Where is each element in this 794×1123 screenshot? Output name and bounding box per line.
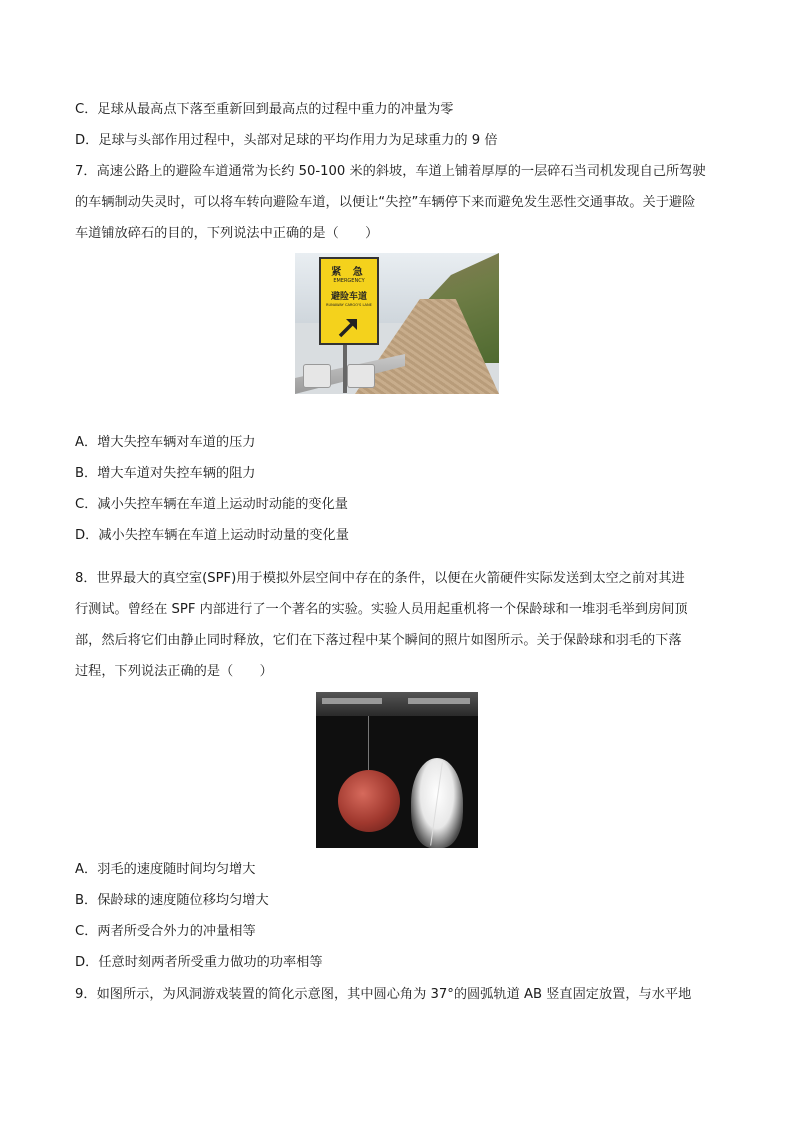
q7-option-c: C．减小失控车辆在车道上运动时动能的变化量: [75, 497, 348, 512]
q8-option-a: A．羽毛的速度随时间均匀增大: [75, 862, 256, 877]
q8-stem-line-3: 部，然后将它们由静止同时释放，它们在下落过程中某个瞬间的照片如图所示。关于保龄球和羽毛的下落: [75, 633, 682, 648]
sign-text-lane: 避险车道: [330, 292, 367, 302]
q7-stem-line-2: 的车辆制动失灵时，可以将车转向避险车道，以便让“失控”车辆停下来而避免发生恶性交通事故。关于避险: [75, 195, 696, 210]
q8-option-d: D．任意时刻两者所受重力做功的功率相等: [75, 955, 323, 970]
q7-option-a: A．增大失控车辆对车道的压力: [75, 435, 256, 450]
q9-stem-line-1: 9．如图所示，为风洞游戏装置的简化示意图，其中圆心角为 37°的圆弧轨道 AB 竖直固定放置，与水平地: [75, 987, 692, 1002]
q8-option-c: C．两者所受合外力的冲量相等: [75, 924, 256, 939]
sign-text-english: RUNAWAY CARGO'S LANE: [326, 303, 372, 307]
vacuum-chamber-photo: [316, 692, 478, 848]
emergency-lane-photo: [295, 253, 499, 394]
arrow-up-right-icon: [335, 313, 363, 341]
rig-bar: [408, 698, 470, 704]
q6-option-d: D．足球与头部作用过程中，头部对足球的平均作用力为足球重力的 9 倍: [75, 133, 498, 148]
photo-crane-rig: [316, 692, 478, 716]
rig-bar: [322, 698, 382, 704]
photo-barrel: [303, 364, 331, 388]
q8-option-b: B．保龄球的速度随位移均匀增大: [75, 893, 269, 908]
q7-option-b: B．增大车道对失控车辆的阻力: [75, 466, 256, 481]
q8-stem-line-2: 行测试。曾经在 SPF 内部进行了一个著名的实验。实验人员用起重机将一个保龄球和一堆羽毛举到房间顶: [75, 602, 688, 617]
q8-stem-line-1: 8．世界最大的真空室(SPF)用于模拟外层空间中存在的条件，以便在火箭硬件实际发送到太空之前对其进: [75, 571, 685, 586]
photo-wire: [368, 716, 369, 770]
q7-stem-line-1: 7．高速公路上的避险车道通常为长约 50-100 米的斜坡，车道上铺着厚厚的一层碎石当司机发现自己所驾驶: [75, 164, 706, 179]
q8-stem-line-4: 过程，下列说法正确的是（ ）: [75, 664, 273, 679]
q6-option-c: C．足球从最高点下落至重新回到最高点的过程中重力的冲量为零: [75, 102, 454, 117]
photo-barrel: [347, 364, 375, 388]
emergency-sign: [319, 257, 379, 345]
bowling-ball: [338, 770, 400, 832]
sign-text-urgent: 紧 急: [331, 267, 367, 278]
sign-text-emergency: EMERGENCY: [333, 278, 365, 284]
q7-stem-line-3: 车道铺放碎石的目的，下列说法中正确的是（ ）: [75, 226, 379, 241]
q7-option-d: D．减小失控车辆在车道上运动时动量的变化量: [75, 528, 349, 543]
